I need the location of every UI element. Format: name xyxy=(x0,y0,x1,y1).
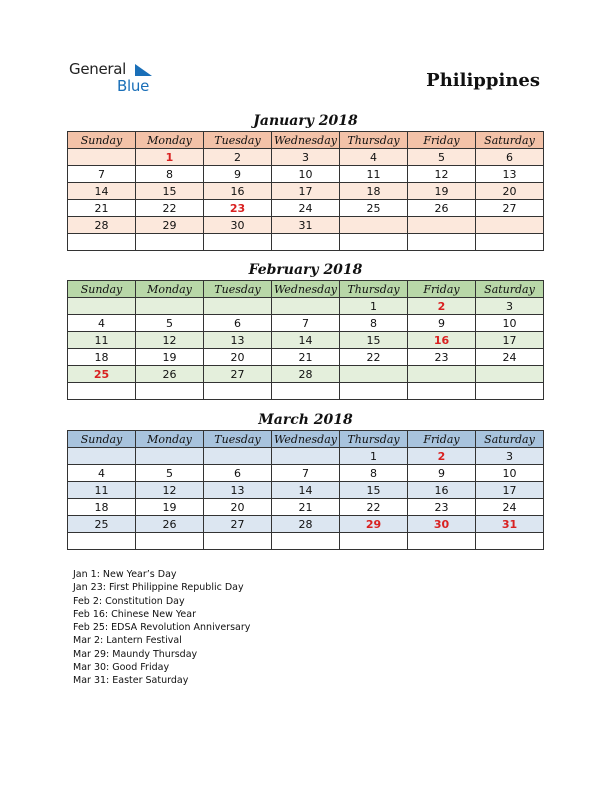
day-cell xyxy=(136,298,204,315)
week-row xyxy=(68,499,544,516)
week-row xyxy=(68,200,544,217)
day-cell: 5 xyxy=(136,465,204,482)
day-cell: 29 xyxy=(340,516,408,533)
day-cell: 11 xyxy=(68,332,136,349)
day-cell: 17 xyxy=(272,183,340,200)
day-cell: 25 xyxy=(68,516,136,533)
day-cell xyxy=(204,383,272,400)
day-cell xyxy=(136,383,204,400)
day-cell: 21 xyxy=(272,499,340,516)
day-cell xyxy=(476,217,544,234)
day-cell: 10 xyxy=(272,166,340,183)
day-cell: 30 xyxy=(204,217,272,234)
day-cell: 6 xyxy=(204,315,272,332)
day-cell: 19 xyxy=(408,183,476,200)
day-cell: 26 xyxy=(136,516,204,533)
holiday-item: Feb 16: Chinese New Year xyxy=(73,608,196,620)
weekday-header: Wednesday xyxy=(272,281,340,298)
weekday-header: Thursday xyxy=(340,281,408,298)
weekday-header: Sunday xyxy=(68,281,136,298)
day-cell xyxy=(136,533,204,550)
day-cell: 30 xyxy=(408,516,476,533)
day-cell: 31 xyxy=(476,516,544,533)
calendar-table xyxy=(67,280,544,400)
day-cell: 7 xyxy=(272,315,340,332)
day-cell: 22 xyxy=(340,499,408,516)
day-cell xyxy=(136,234,204,251)
day-cell xyxy=(272,234,340,251)
weekday-header: Monday xyxy=(136,132,204,149)
week-row xyxy=(68,482,544,499)
day-cell xyxy=(408,533,476,550)
day-cell: 4 xyxy=(340,149,408,166)
day-cell: 6 xyxy=(476,149,544,166)
day-cell: 16 xyxy=(408,482,476,499)
day-cell: 20 xyxy=(204,499,272,516)
day-cell: 18 xyxy=(68,499,136,516)
month-title: March 2018 xyxy=(258,412,353,428)
day-cell xyxy=(272,448,340,465)
weekday-header: Wednesday xyxy=(272,132,340,149)
day-cell xyxy=(408,217,476,234)
month-february xyxy=(67,260,544,400)
weekday-header: Tuesday xyxy=(204,132,272,149)
day-cell: 26 xyxy=(408,200,476,217)
day-cell xyxy=(204,298,272,315)
day-cell: 20 xyxy=(204,349,272,366)
day-cell: 15 xyxy=(340,332,408,349)
day-cell: 29 xyxy=(136,217,204,234)
day-cell: 24 xyxy=(476,349,544,366)
week-row xyxy=(68,183,544,200)
day-cell xyxy=(204,533,272,550)
day-cell: 24 xyxy=(272,200,340,217)
weekday-header: Friday xyxy=(408,431,476,448)
day-cell: 28 xyxy=(272,366,340,383)
day-cell: 25 xyxy=(68,366,136,383)
day-cell: 23 xyxy=(408,499,476,516)
day-cell: 19 xyxy=(136,499,204,516)
day-cell xyxy=(68,533,136,550)
day-cell: 18 xyxy=(68,349,136,366)
day-cell: 11 xyxy=(68,482,136,499)
weekday-header-row xyxy=(68,431,544,448)
day-cell: 9 xyxy=(408,315,476,332)
week-row xyxy=(68,315,544,332)
day-cell: 9 xyxy=(408,465,476,482)
day-cell: 14 xyxy=(68,183,136,200)
logo-text-general: General xyxy=(69,60,127,78)
day-cell: 27 xyxy=(204,516,272,533)
day-cell: 27 xyxy=(204,366,272,383)
day-cell: 21 xyxy=(272,349,340,366)
day-cell: 3 xyxy=(476,448,544,465)
day-cell: 23 xyxy=(204,200,272,217)
day-cell: 2 xyxy=(204,149,272,166)
day-cell xyxy=(340,533,408,550)
day-cell xyxy=(408,366,476,383)
day-cell: 23 xyxy=(408,349,476,366)
weekday-header: Monday xyxy=(136,431,204,448)
day-cell xyxy=(476,366,544,383)
week-row xyxy=(68,349,544,366)
day-cell: 18 xyxy=(340,183,408,200)
day-cell: 16 xyxy=(204,183,272,200)
weekday-header: Friday xyxy=(408,281,476,298)
weekday-header-row xyxy=(68,132,544,149)
week-row xyxy=(68,533,544,550)
week-row xyxy=(68,166,544,183)
day-cell: 5 xyxy=(136,315,204,332)
day-cell: 6 xyxy=(204,465,272,482)
weekday-header: Saturday xyxy=(476,281,544,298)
weekday-header: Sunday xyxy=(68,431,136,448)
weekday-header: Thursday xyxy=(340,431,408,448)
weekday-header: Wednesday xyxy=(272,431,340,448)
day-cell: 7 xyxy=(272,465,340,482)
weekday-header: Saturday xyxy=(476,132,544,149)
month-title: January 2018 xyxy=(253,113,358,129)
weekday-header: Monday xyxy=(136,281,204,298)
week-row xyxy=(68,332,544,349)
country-title: Philippines xyxy=(426,70,540,91)
day-cell: 3 xyxy=(272,149,340,166)
day-cell: 19 xyxy=(136,349,204,366)
day-cell: 24 xyxy=(476,499,544,516)
holiday-list xyxy=(73,568,250,688)
holiday-item: Mar 31: Easter Saturday xyxy=(73,675,189,687)
holiday-item: Jan 23: First Philippine Republic Day xyxy=(73,582,244,594)
day-cell: 2 xyxy=(408,448,476,465)
holiday-item: Mar 2: Lantern Festival xyxy=(73,635,182,647)
day-cell: 8 xyxy=(340,315,408,332)
day-cell: 12 xyxy=(136,332,204,349)
weekday-header: Saturday xyxy=(476,431,544,448)
day-cell: 22 xyxy=(340,349,408,366)
week-row xyxy=(68,383,544,400)
day-cell: 13 xyxy=(204,332,272,349)
week-row xyxy=(68,298,544,315)
day-cell: 12 xyxy=(408,166,476,183)
day-cell: 7 xyxy=(68,166,136,183)
day-cell: 14 xyxy=(272,332,340,349)
day-cell xyxy=(340,383,408,400)
day-cell: 1 xyxy=(340,448,408,465)
day-cell xyxy=(204,448,272,465)
day-cell: 15 xyxy=(340,482,408,499)
day-cell xyxy=(476,383,544,400)
day-cell: 28 xyxy=(272,516,340,533)
day-cell: 4 xyxy=(68,315,136,332)
day-cell: 10 xyxy=(476,465,544,482)
weekday-header: Thursday xyxy=(340,132,408,149)
weekday-header: Tuesday xyxy=(204,431,272,448)
day-cell: 9 xyxy=(204,166,272,183)
day-cell xyxy=(340,366,408,383)
day-cell: 2 xyxy=(408,298,476,315)
holiday-item: Feb 2: Constitution Day xyxy=(73,595,185,607)
day-cell: 26 xyxy=(136,366,204,383)
day-cell: 10 xyxy=(476,315,544,332)
day-cell: 13 xyxy=(476,166,544,183)
day-cell xyxy=(272,298,340,315)
week-row xyxy=(68,366,544,383)
day-cell: 22 xyxy=(136,200,204,217)
day-cell: 1 xyxy=(340,298,408,315)
day-cell xyxy=(68,234,136,251)
week-row xyxy=(68,516,544,533)
day-cell: 21 xyxy=(68,200,136,217)
day-cell: 28 xyxy=(68,217,136,234)
day-cell: 11 xyxy=(340,166,408,183)
day-cell xyxy=(272,383,340,400)
day-cell: 17 xyxy=(476,332,544,349)
day-cell: 5 xyxy=(408,149,476,166)
day-cell: 25 xyxy=(340,200,408,217)
month-title: February 2018 xyxy=(248,262,363,278)
holiday-item: Mar 30: Good Friday xyxy=(73,662,170,674)
weekday-header: Sunday xyxy=(68,132,136,149)
day-cell xyxy=(340,234,408,251)
day-cell xyxy=(204,234,272,251)
day-cell xyxy=(68,149,136,166)
day-cell: 8 xyxy=(340,465,408,482)
logo-triangle-icon xyxy=(133,63,153,77)
holiday-item: Mar 29: Maundy Thursday xyxy=(73,648,198,660)
week-row xyxy=(68,234,544,251)
logo-text-blue: Blue xyxy=(117,77,149,95)
day-cell: 8 xyxy=(136,166,204,183)
weekday-header-row xyxy=(68,281,544,298)
week-row xyxy=(68,448,544,465)
week-row xyxy=(68,149,544,166)
day-cell: 1 xyxy=(136,149,204,166)
day-cell xyxy=(340,217,408,234)
calendar-table xyxy=(67,430,544,550)
day-cell xyxy=(408,383,476,400)
weekday-header: Tuesday xyxy=(204,281,272,298)
day-cell: 17 xyxy=(476,482,544,499)
day-cell xyxy=(68,298,136,315)
day-cell: 27 xyxy=(476,200,544,217)
day-cell: 16 xyxy=(408,332,476,349)
day-cell: 3 xyxy=(476,298,544,315)
day-cell xyxy=(272,533,340,550)
day-cell: 15 xyxy=(136,183,204,200)
month-march xyxy=(67,410,544,550)
calendar-table xyxy=(67,131,544,251)
day-cell xyxy=(476,234,544,251)
day-cell: 20 xyxy=(476,183,544,200)
day-cell xyxy=(476,533,544,550)
day-cell: 12 xyxy=(136,482,204,499)
generalblue-logo xyxy=(69,60,169,96)
day-cell: 31 xyxy=(272,217,340,234)
weekday-header: Friday xyxy=(408,132,476,149)
day-cell xyxy=(136,448,204,465)
day-cell: 14 xyxy=(272,482,340,499)
holiday-item: Jan 1: New Year’s Day xyxy=(73,569,177,580)
day-cell xyxy=(408,234,476,251)
holiday-item: Feb 25: EDSA Revolution Anniversary xyxy=(73,622,251,634)
day-cell: 13 xyxy=(204,482,272,499)
day-cell xyxy=(68,448,136,465)
day-cell xyxy=(68,383,136,400)
week-row xyxy=(68,217,544,234)
week-row xyxy=(68,465,544,482)
day-cell: 4 xyxy=(68,465,136,482)
month-january xyxy=(67,111,544,251)
